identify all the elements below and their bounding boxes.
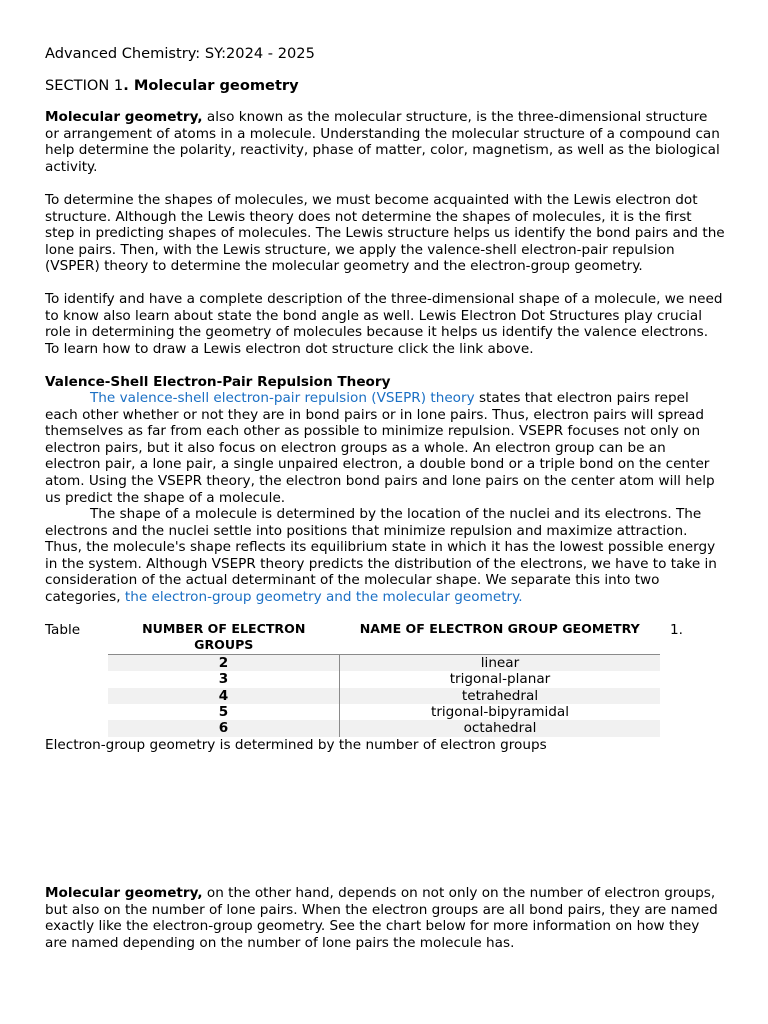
table-label: Table	[45, 622, 81, 638]
molecular-text: on the other hand, depends on not only on the number of electron groups, but also on the number of lone pairs. When the electron groups are all bond pairs, they are named exactly like the electron-group geometry. See the chart below for more information on how they are named depending on the number of lone pairs the molecule has.	[45, 885, 718, 951]
electron-group-table	[108, 621, 660, 737]
table-caption: Electron-group geometry is determined by the number of electron groups	[45, 737, 547, 753]
groups-cell: 6	[108, 720, 340, 736]
vsepr-theory-link[interactable]: The valence-shell electron-pair repulsion (VSEPR) theory	[90, 390, 475, 406]
groups-cell: 3	[108, 671, 340, 687]
table-row	[108, 720, 660, 736]
vsepr-text-2: The shape of a molecule is determined by the location of the nuclei and its electrons. The electrons and the nuclei settle into positions that minimize repulsion and maximize attraction. Thus, the molecule's shape reflects its equilibrium state in which it has the lowest possible energy in the system. Although VSEPR theory predicts the distribution of the electrons, we have to take in consideration of the actual determinant of the molecular shape. We separate this into two categories,	[45, 506, 717, 605]
lewis-paragraph: To determine the shapes of molecules, we must become acquainted with the Lewis electron dot structure. Although the Lewis theory does not determine the shapes of molecules, it is the first step in predicting shapes of molecules. The Lewis structure helps us identify the bond pairs and the lone pairs. Then, with the Lewis structure, we apply the valence-shell electron-pair repulsion (VSPER) theory to determine the molecular geometry and the electron-group geometry.	[45, 192, 725, 275]
vsepr-heading-text: Valence-Shell Electron-Pair Repulsion Theory	[45, 374, 391, 390]
table-number: 1.	[670, 622, 683, 638]
bond-angle-paragraph: To identify and have a complete description of the three-dimensional shape of a molecule, we need to know also learn about state the bond angle as well. Lewis Electron Dot Structures play crucial role in determining the geometry of molecules because it helps us identify the valence electrons. To learn how to draw a Lewis electron dot structure click the link above.	[45, 291, 723, 357]
molecular-term: Molecular geometry,	[45, 885, 203, 901]
geometry-cell: tetrahedral	[340, 688, 661, 704]
section-title	[45, 78, 299, 95]
vsepr-paragraph-1	[45, 390, 725, 506]
intro-paragraph	[45, 109, 725, 175]
section-prefix: SECTION 1	[45, 77, 124, 94]
table-row	[108, 688, 660, 704]
header-groups: NUMBER OF ELECTRON GROUPS	[108, 621, 340, 654]
table-row	[108, 654, 660, 671]
geometry-cell: trigonal-planar	[449, 671, 551, 688]
groups-cell: 2	[108, 654, 340, 671]
header-geometry: NAME OF ELECTRON GROUP GEOMETRY	[340, 621, 661, 654]
vsepr-heading	[45, 374, 390, 391]
table-row	[108, 704, 660, 720]
table-row	[108, 671, 660, 687]
geometry-categories-link[interactable]: the electron-group geometry and the molecular geometry.	[124, 588, 523, 605]
section-name: . Molecular geometry	[123, 77, 299, 94]
intro-term: Molecular geometry,	[45, 109, 203, 125]
geometry-cell: trigonal-bipyramidal	[430, 704, 570, 721]
course-header: Advanced Chemistry: SY:2024 - 2025	[45, 45, 315, 62]
geometry-cell: linear	[340, 654, 661, 671]
geometry-cell: octahedral	[340, 720, 661, 736]
table-header-row	[108, 621, 660, 654]
groups-cell: 5	[108, 704, 340, 720]
vsepr-paragraph-2	[45, 506, 725, 606]
intro-text: also known as the molecular structure, is the three-dimensional structure or arrangement of atoms in a molecule. Understanding the molecular structure of a compound can help determine the polarity, reactivity, phase of matter, color, magnetism, as well as the biological activity.	[45, 109, 720, 175]
vsepr-text-1: states that electron pairs repel each other whether or not they are in bond pairs or in lone pairs. Thus, electron pairs will spread themselves as far from each other as possible to minimize repulsion. VSEPR focuses not only on electron pairs, but it also focus on electron groups as a whole. An electron group can be an electron pair, a lone pair, a single unpaired electron, a double bond or a triple bond on the center atom. Using the VSEPR theory, the electron bond pairs and lone pairs on the center atom will help us predict the shape of a molecule.	[45, 390, 715, 506]
groups-cell: 4	[108, 688, 340, 704]
molecular-geometry-paragraph	[45, 885, 725, 951]
